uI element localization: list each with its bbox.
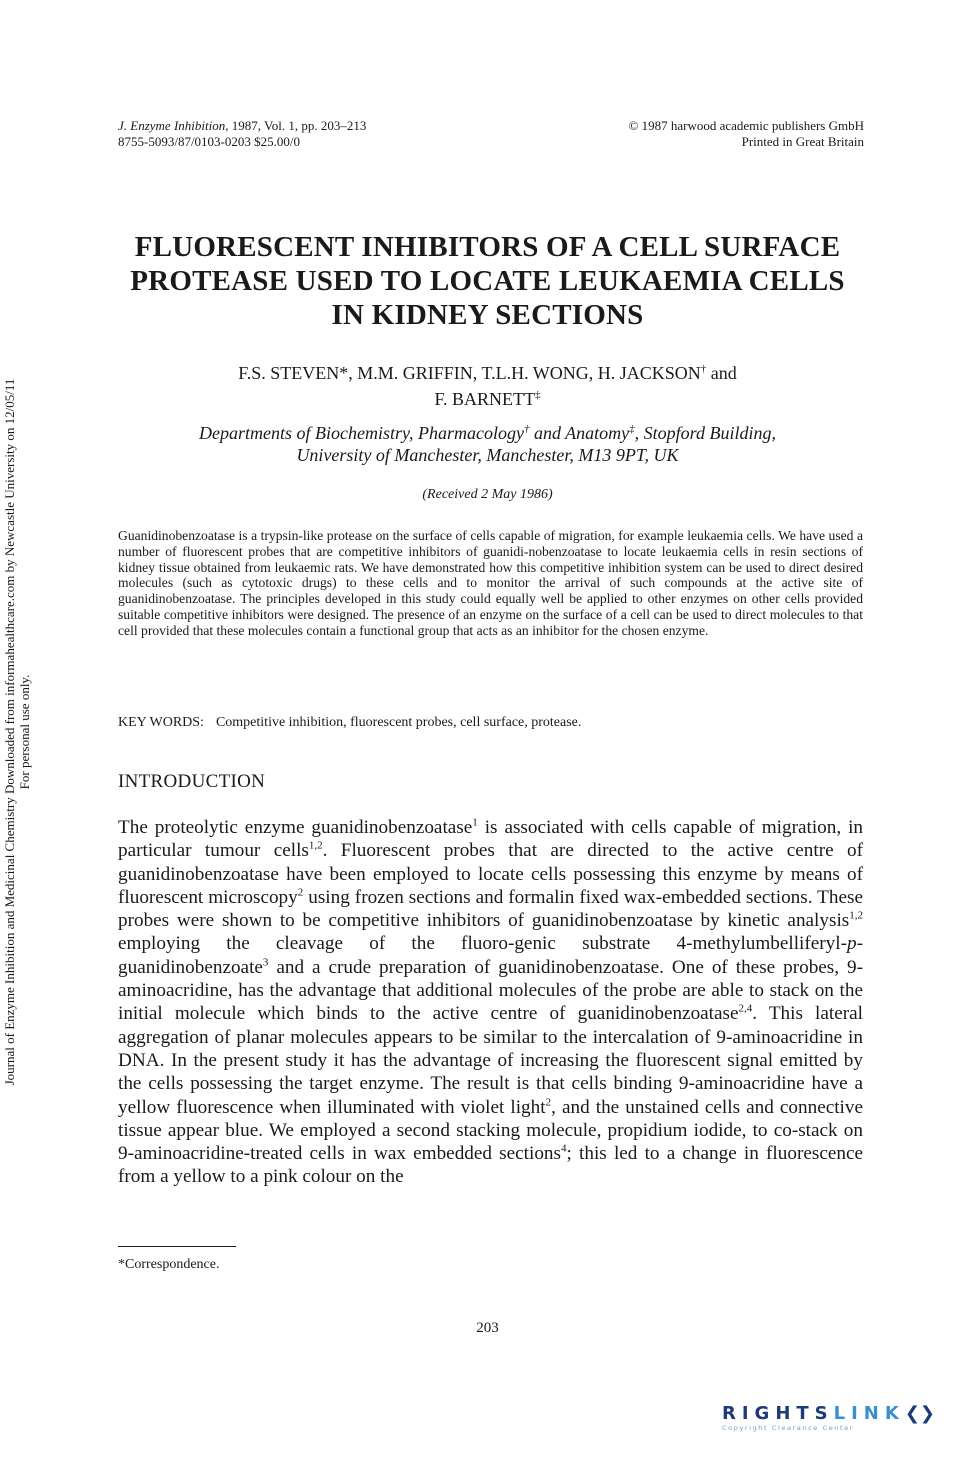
affil-part-3: , Stopford Building, xyxy=(634,423,776,443)
affil-part-2: and Anatomy xyxy=(529,423,630,443)
received-date: (Received 2 May 1986) xyxy=(422,487,553,502)
section-heading-introduction: INTRODUCTION xyxy=(118,771,266,792)
citation-superscript: 4 xyxy=(561,1142,567,1155)
affil-part-1: Departments of Biochemistry, Pharmacology xyxy=(199,423,524,443)
affil-mark-double-dagger: ‡ xyxy=(629,423,635,435)
rightslink-arrow-icon: ❮❯ xyxy=(904,1403,935,1424)
body-text-run: The proteolytic enzyme guanidinobenzoatase xyxy=(118,817,473,838)
introduction-body xyxy=(118,816,863,1189)
body-text-run: and a crude preparation of guanidinobenzoatase. One of these probes, 9-aminoacridine, has the advantage that additional molecules of the probe are able to stack on the initial molecule which binds to the active centre of guanidinobenzoatase xyxy=(118,956,863,1025)
body-text-run: ; this led to a change in fluorescence from a yellow to a pink colour on the xyxy=(118,1143,863,1188)
article-code: 8755-5093/87/0103-0203 $25.00/0 xyxy=(118,134,300,149)
download-watermark xyxy=(2,262,32,1202)
citation-superscript: 3 xyxy=(262,956,269,969)
keywords-label: KEY WORDS: xyxy=(118,715,204,730)
body-text-run: employing the cleavage of the fluoro-genic substrate 4-methylumbelliferyl- xyxy=(118,933,848,955)
copyright-line: © 1987 harwood academic publishers GmbH xyxy=(628,118,864,133)
journal-name: J. Enzyme Inhibition xyxy=(118,118,226,133)
journal-volume-pages: , 1987, Vol. 1, pp. 203–213 xyxy=(225,118,367,133)
footnote-rule xyxy=(118,1246,236,1247)
italic-text: p xyxy=(847,933,857,955)
running-header-right xyxy=(628,118,864,150)
keywords xyxy=(118,714,863,732)
printed-line: Printed in Great Britain xyxy=(741,134,864,149)
rightslink-logo[interactable] xyxy=(722,1404,956,1440)
body-text-run: . Fluorescent probes that are directed to the active centre of guanidinobenzoatase have been employed to locate cells possessing this enzyme by means of fluorescent microscopy xyxy=(118,840,863,908)
abstract: Guanidinobenzoatase is a trypsin-like protease on the surface of cells capable of migration, for example leukaemia cells. We have used a number of fluorescent probes that are competitive inhibitors of guanidi-nobenzoatase to locate leukaemia cells in resin sections of kidney tissue obtained from leukaemic rats. We have demonstrated how this competitive inhibition system can be used to direct desired molecules (such as cytotoxic drugs) to these cells and to monitor the arrival of such compounds at the active site of guanidinobenzoatase. The principles developed in this study could equally well be applied to other enzymes on other cells provided suitable competitive inhibitors were designed. The presence of an enzyme on the surface of a cell can be used to direct molecules to that cell provided that these molecules contain a functional group that acts as an inhibitor for the chosen enzyme. xyxy=(118,528,863,638)
citation-superscript: 2 xyxy=(545,1096,552,1109)
citation-superscript: 1,2 xyxy=(849,909,863,922)
authors-part-1: F.S. STEVEN*, M.M. GRIFFIN, T.L.H. WONG, H. JACKSON xyxy=(238,363,701,383)
footnote-correspondence: *Correspondence. xyxy=(118,1257,220,1272)
rightslink-word-dark: RIGHTS xyxy=(722,1403,834,1424)
body-text-run: using frozen sections and formalin fixed wax-embedded sections. These probes were shown to be competitive inhibitors of guanidinobenzoatase by kinetic analysis xyxy=(118,886,863,932)
citation-superscript: 2 xyxy=(297,886,304,899)
page-number: 203 xyxy=(476,1320,499,1336)
title-line-2: PROTEASE USED TO LOCATE LEUKAEMIA CELLS xyxy=(130,265,845,297)
running-header-left xyxy=(118,118,366,150)
watermark-line-2: For personal use only. xyxy=(17,674,32,790)
author-mark-double-dagger: ‡ xyxy=(535,389,541,401)
body-text-run: , and the unstained cells and connective tissue appear blue. We employed a second stacking molecule, propidium iodide, to co-stack on 9-aminoacridine-treated cells in wax embedded sections xyxy=(118,1096,863,1165)
journal-citation xyxy=(118,118,366,134)
affil-mark-dagger: † xyxy=(523,423,530,435)
title-line-3: IN KIDNEY SECTIONS xyxy=(331,299,644,331)
keywords-text: Competitive inhibition, fluorescent probes, cell surface, protease. xyxy=(215,715,582,730)
watermark-line-1: Journal of Enzyme Inhibition and Medicinal Chemistry Downloaded from informahealthcare.com by Newcastle University on 12/05/11 xyxy=(2,378,17,1086)
citation-superscript: 1 xyxy=(472,816,478,829)
citation-superscript: 1,2 xyxy=(308,839,323,852)
body-text-run: -guanidinobenzoate xyxy=(118,933,863,978)
authors-part-3: F. BARNETT xyxy=(434,389,536,409)
author-list xyxy=(100,358,875,410)
citation-superscript: 2,4 xyxy=(738,1002,753,1015)
title-line-1: FLUORESCENT INHIBITORS OF A CELL SURFACE xyxy=(134,231,841,263)
affil-line-2: University of Manchester, Manchester, M13 9PT, UK xyxy=(296,445,679,465)
affiliation xyxy=(100,418,875,466)
article-title xyxy=(100,230,875,332)
rightslink-word-light: LINK xyxy=(833,1403,905,1424)
author-mark-dagger: † xyxy=(700,363,707,375)
body-text-run: . This lateral aggregation of planar molecules appears to be similar to the intercalation of 9-aminoacridine in DNA. In the present study it has the advantage of increasing the fluorescent signal emitted by the cells possessing the target enzyme. The result is that cells binding 9-aminoacridine have a yellow fluorescence when illuminated with violet light xyxy=(118,1003,863,1118)
authors-part-2: and xyxy=(706,363,737,383)
body-text-run: is associated with cells capable of migration, in particular tumour cells xyxy=(118,817,863,862)
rightslink-subtitle: Copyright Clearance Center xyxy=(722,1424,855,1432)
